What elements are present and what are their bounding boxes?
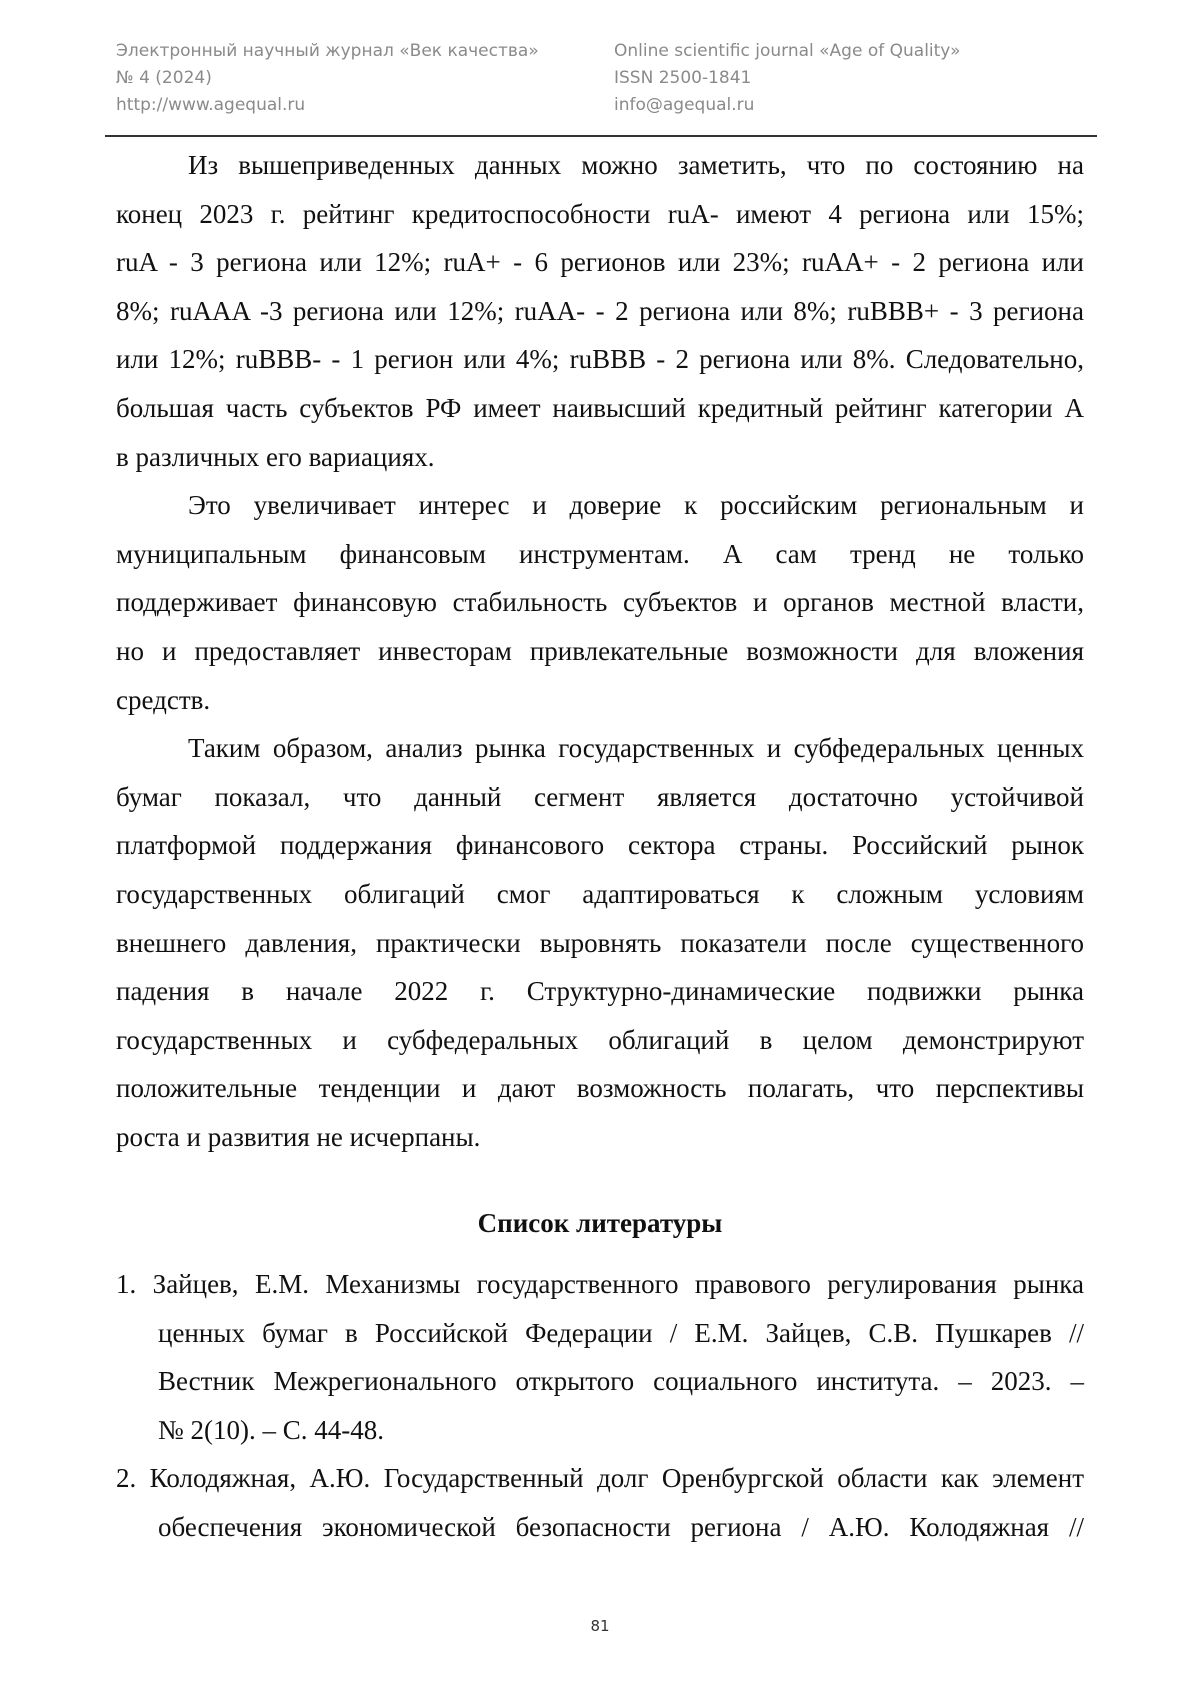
text-line: Из вышеприведенных данных можно заметить, что по состоянию на [116, 141, 1084, 190]
text-line: падения в начале 2022 г. Структурно-динамические подвижки рынка [116, 967, 1084, 1016]
reference-line: обеспечения экономической безопасности региона / А.Ю. Колодяжная // [116, 1503, 1084, 1552]
references-heading: Список литературы [0, 1208, 1200, 1239]
text-line: большая часть субъектов РФ имеет наивысший кредитный рейтинг категории А [116, 384, 1084, 433]
text-line: бумаг показал, что данный сегмент является достаточно устойчивой [116, 773, 1084, 822]
text-line: поддерживает финансовую стабильность субъектов и органов местной власти, [116, 578, 1084, 627]
journal-header-ru [116, 38, 539, 119]
text-line: в различных его вариациях. [116, 433, 1084, 482]
issue-number: № 4 (2024) [116, 65, 539, 92]
issn: ISSN 2500-1841 [614, 65, 960, 92]
text-line: платформой поддержания финансового сектора страны. Российский рынок [116, 821, 1084, 870]
text-line: или 12%; ruBBB- - 1 регион или 4%; ruBBB - 2 региона или 8%. Следовательно, [116, 335, 1084, 384]
text-line: ruA - 3 региона или 12%; ruA+ - 6 регионов или 23%; ruAA+ - 2 региона или [116, 238, 1084, 287]
paragraph [116, 724, 1084, 1161]
text-line: муниципальным финансовым инструментам. А сам тренд не только [116, 530, 1084, 579]
reference-line: ценных бумаг в Российской Федерации / Е.М. Зайцев, С.В. Пушкарев // [116, 1309, 1084, 1358]
text-line: государственных и субфедеральных облигаций в целом демонстрируют [116, 1016, 1084, 1065]
reference-line: Вестник Межрегионального открытого социального института. – 2023. – [116, 1357, 1084, 1406]
journal-website[interactable]: http://www.agequal.ru [116, 92, 539, 119]
header-divider [105, 135, 1097, 137]
text-line: Таким образом, анализ рынка государственных и субфедеральных ценных [116, 724, 1084, 773]
text-line: 8%; ruAAA -3 региона или 12%; ruAA- - 2 региона или 8%; ruBBB+ - 3 региона [116, 287, 1084, 336]
reference-line: № 2(10). – С. 44-48. [116, 1406, 1084, 1455]
journal-header-en [614, 38, 960, 119]
journal-title-ru: Электронный научный журнал «Век качества» [116, 38, 539, 65]
journal-title-en: Online scientific journal «Age of Quality» [614, 38, 960, 65]
journal-email[interactable]: info@agequal.ru [614, 92, 960, 119]
text-line: положительные тенденции и дают возможность полагать, что перспективы [116, 1064, 1084, 1113]
text-line: роста и развития не исчерпаны. [116, 1113, 1084, 1162]
page-number: 81 [0, 1617, 1200, 1635]
text-line: внешнего давления, практически выровнять показатели после существенного [116, 919, 1084, 968]
text-line: государственных облигаций смог адаптироваться к сложным условиям [116, 870, 1084, 919]
reference-line: 1. Зайцев, Е.М. Механизмы государственного правового регулирования рынка [116, 1260, 1084, 1309]
reference-item [116, 1260, 1084, 1454]
text-line: но и предоставляет инвесторам привлекательные возможности для вложения [116, 627, 1084, 676]
text-line: средств. [116, 676, 1084, 725]
reference-item [116, 1454, 1084, 1551]
text-line: Это увеличивает интерес и доверие к российским региональным и [116, 481, 1084, 530]
paragraph [116, 481, 1084, 724]
body-text [116, 141, 1084, 1161]
paragraph [116, 141, 1084, 481]
text-line: конец 2023 г. рейтинг кредитоспособности ruA- имеют 4 региона или 15%; [116, 190, 1084, 239]
references-list [116, 1260, 1084, 1552]
reference-line: 2. Колодяжная, А.Ю. Государственный долг Оренбургской области как элемент [116, 1454, 1084, 1503]
